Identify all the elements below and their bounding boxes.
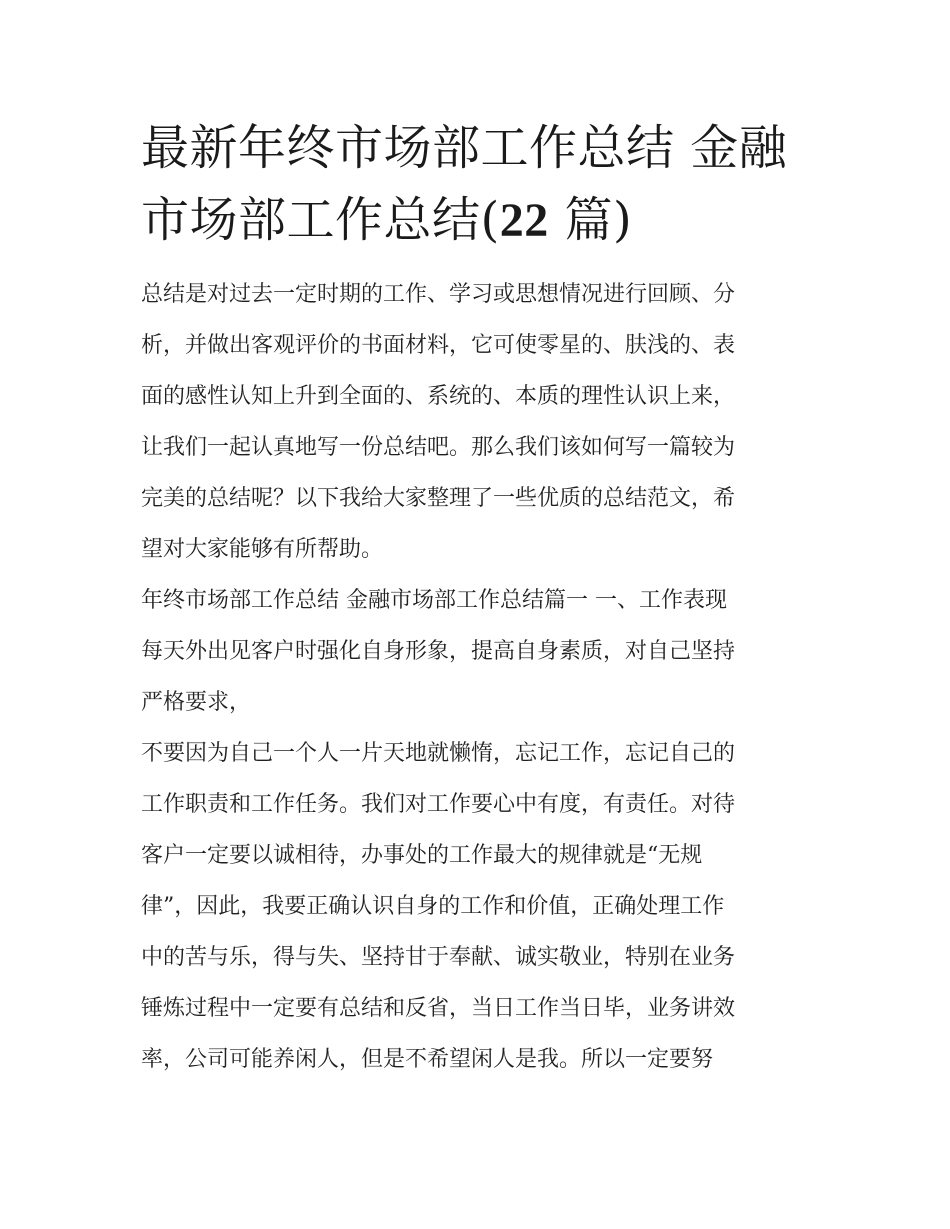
text-line: 望对大家能够有所帮助。 — [141, 537, 384, 562]
text-line: 面的感性认知上升到全面的、系统的、本质的理性认识上来， — [141, 384, 736, 409]
text-line: 完美的总结呢？以下我给大家整理了一些优质的总结范文，希 — [141, 486, 736, 511]
paragraph-intro — [141, 269, 813, 575]
text-line: 工作职责和工作任务。我们对工作要心中有度，有责任。对待 — [141, 792, 736, 817]
document-content — [141, 112, 813, 1085]
text-line: 严格要求， — [141, 690, 252, 715]
text-line: 析，并做出客观评价的书面材料，它可使零星的、肤浅的、表 — [141, 333, 736, 358]
paragraph-section-one — [141, 575, 813, 728]
text-line: 中的苦与乐，得与失、坚持甘于奉献、诚实敬业，特别在业务 — [141, 945, 736, 970]
text-line: 率，公司可能养闲人，但是不希望闲人是我。所以一定要努 — [141, 1047, 714, 1072]
paragraph-body — [141, 728, 813, 1085]
text-line: 不要因为自己一个人一片天地就懒惰，忘记工作，忘记自己的 — [141, 741, 736, 766]
text-line: 总结是对过去一定时期的工作、学习或思想情况进行回顾、分 — [141, 282, 736, 307]
title-count: 22 — [499, 194, 549, 247]
title-paren-open: ( — [480, 192, 500, 248]
text-line: 锤炼过程中一定要有总结和反省，当日工作当日毕，业务讲效 — [141, 996, 736, 1021]
title-line-2 — [141, 184, 813, 257]
text-line: 让我们一起认真地写一份总结吧。那么我们该如何写一篇较为 — [141, 435, 736, 460]
title-tail: 篇) — [548, 192, 633, 248]
text-line: 客户一定要以诚相待，办事处的工作最大的规律就是“无规 — [141, 843, 703, 868]
text-line: 每天外出见客户时强化自身形象，提高自身素质，对自己坚持 — [141, 639, 736, 664]
document-title — [141, 112, 813, 257]
text-line: 律”，因此，我要正确认识自身的工作和价值，正确处理工作 — [141, 894, 725, 919]
title-line-1: 最新年终市场部工作总结 金融 — [141, 120, 788, 176]
text-line: 年终市场部工作总结 金融市场部工作总结篇一 一、工作表现 — [141, 588, 727, 613]
title-line-2-text: 市场部工作总结 — [141, 192, 481, 248]
